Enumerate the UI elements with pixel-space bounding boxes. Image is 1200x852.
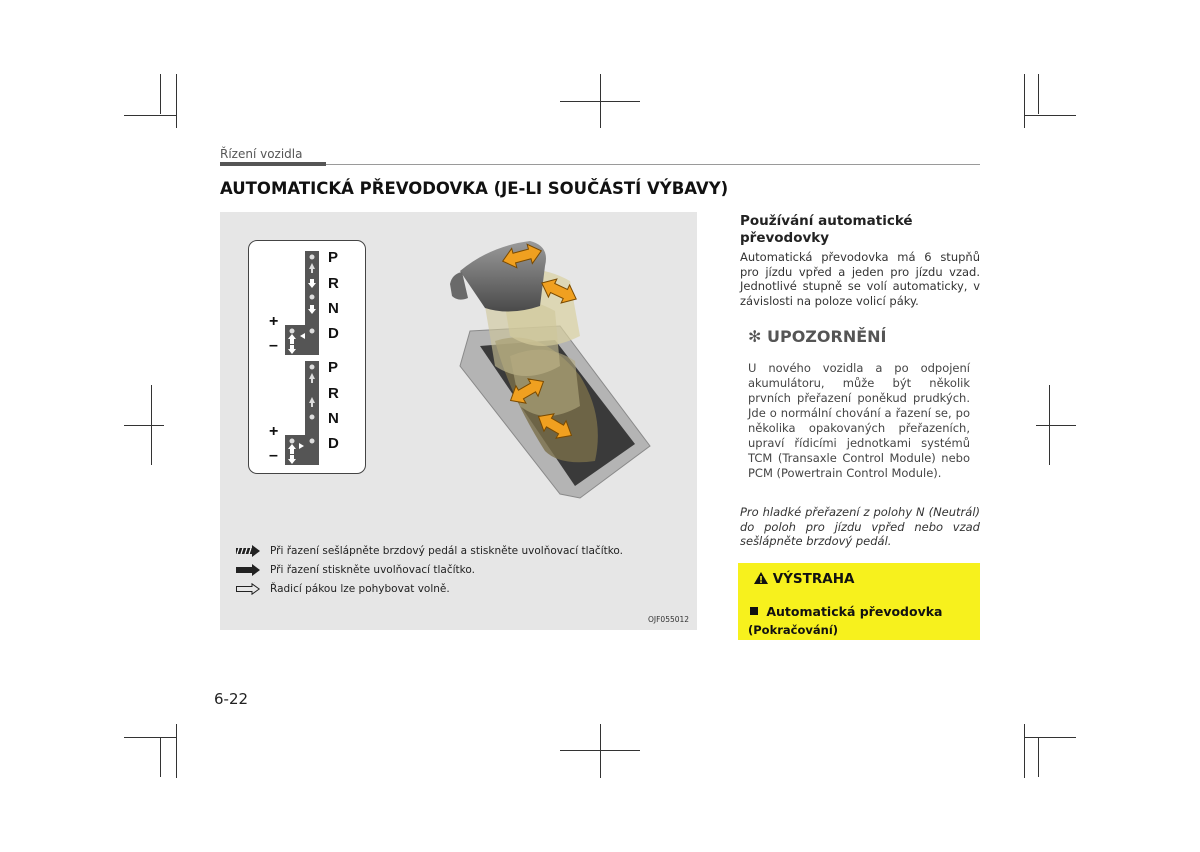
- gate-lower-d: D: [328, 435, 339, 452]
- section-divider: [220, 164, 980, 165]
- gate-upper-n: N: [328, 300, 339, 317]
- figure-code: OJF055012: [648, 615, 690, 624]
- warning-box: [738, 563, 980, 640]
- legend-text: Při řazení stiskněte uvolňovací tlačítko.: [270, 564, 475, 576]
- gate-upper-d: D: [328, 325, 339, 342]
- gate-lower-n: N: [328, 410, 339, 427]
- upper-gate-slot: [283, 249, 323, 359]
- subheading: Používání automatické převodovky: [740, 213, 913, 246]
- page-title: AUTOMATICKÁ PŘEVODOVKA (JE-LI SOUČÁSTÍ VÝBAVY): [220, 179, 729, 198]
- caution-heading: [748, 327, 887, 346]
- gate-lower-r: R: [328, 385, 339, 402]
- hatched-arrow-icon: [236, 545, 260, 557]
- legend-item: [236, 581, 450, 597]
- gate-upper-p: P: [328, 249, 339, 266]
- lower-plus: +: [269, 423, 279, 440]
- legend-item: [236, 543, 623, 559]
- legend-text: Při řazení sešlápněte brzdový pedál a stiskněte uvolňovací tlačítko.: [270, 545, 624, 557]
- upper-plus: +: [269, 313, 279, 330]
- italic-note: Pro hladké přeřazení z polohy N (Neutrál) do poloh pro jízdu vpřed nebo vzad sešlápněte brzdový pedál.: [740, 505, 980, 548]
- warning-title: VÝSTRAHA: [772, 571, 855, 587]
- warning-item-label: Automatická převodovka: [766, 604, 943, 619]
- outline-arrow-icon: [236, 583, 260, 595]
- upper-minus: –: [269, 337, 278, 354]
- gear-shifter-illustration: [440, 236, 660, 502]
- solid-arrow-icon: [236, 564, 260, 576]
- legend-text: Řadicí pákou lze pohybovat volně.: [270, 583, 450, 595]
- legend-item: [236, 562, 475, 578]
- caution-text: U nového vozidla a po odpojení akumulátoru, může být několik prvních přeřazení poněkud prudkých. Jde o normální chování a řazení se, po několika opakovaných přeřazeních, upraví řídicími jednotkami systémů TCM (Transaxle Control Module) nebo PCM (Powertrain Control Module).: [748, 361, 970, 480]
- lower-minus: –: [269, 447, 278, 464]
- shift-gate-diagram: [248, 240, 366, 474]
- warning-item: [750, 604, 942, 619]
- section-label: Řízení vozidla: [220, 147, 303, 161]
- gate-upper-r: R: [328, 275, 339, 292]
- gate-lower-p: P: [328, 359, 339, 376]
- caution-title: UPOZORNĚNÍ: [766, 327, 887, 346]
- lower-gate-slot: [283, 359, 323, 469]
- warning-triangle-icon: [754, 572, 768, 584]
- section-underline: [220, 162, 326, 166]
- warning-heading: [754, 571, 854, 587]
- asterisk-icon: ✻: [748, 327, 762, 346]
- body-paragraph: Automatická převodovka má 6 stupňů pro jízdu vpřed a jeden pro jízdu vzad. Jednotlivé stupně se volí automaticky, v závislosti na poloze volicí páky.: [740, 250, 980, 308]
- page-number: 6-22: [214, 690, 249, 708]
- square-bullet-icon: [750, 607, 758, 615]
- warning-continued: (Pokračování): [748, 623, 839, 637]
